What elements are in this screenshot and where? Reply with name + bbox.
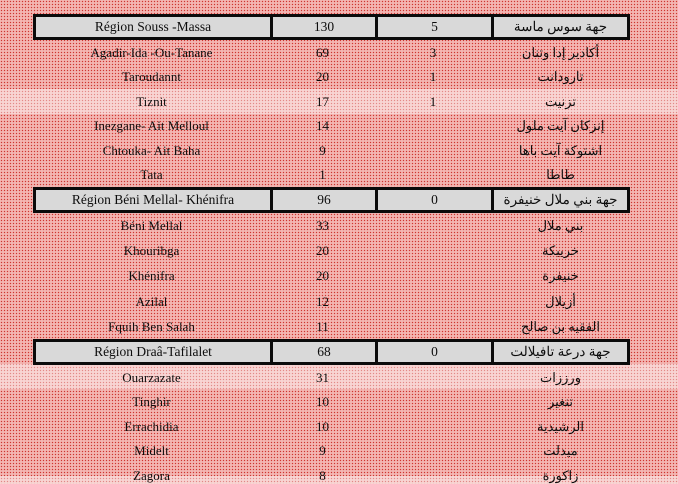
count-secondary <box>375 114 491 139</box>
count-primary: 130 <box>270 17 375 37</box>
count-secondary <box>375 389 491 414</box>
count-primary: 11 <box>316 318 329 334</box>
count-secondary <box>375 263 491 288</box>
region-name-ar: طاطا <box>546 167 575 183</box>
table-row <box>33 389 630 414</box>
table-row <box>33 365 630 390</box>
region-name-fr: Région Souss -Massa <box>94 19 212 35</box>
region-name-fr: Ouarzazate <box>122 369 181 385</box>
count-secondary <box>375 238 491 263</box>
region-name-ar: تزنيت <box>544 93 577 109</box>
region-name-fr: Chtouka- Ait Baha <box>102 142 201 158</box>
count-primary: 96 <box>270 190 375 210</box>
region-name-ar: تارودانت <box>537 69 584 85</box>
count-primary: 33 <box>316 218 329 234</box>
region-name-ar: جهة درعة تافيلالت <box>491 342 627 362</box>
count-primary: 9 <box>319 443 326 459</box>
table-row <box>33 263 630 288</box>
count-secondary <box>375 438 491 463</box>
table-row <box>33 289 630 314</box>
count-secondary <box>375 314 491 339</box>
count-primary: 20 <box>316 243 329 259</box>
count-primary: 8 <box>319 467 326 483</box>
count-primary: 12 <box>316 293 329 309</box>
region-name-fr: Errachidia <box>124 418 179 434</box>
table-row <box>33 40 630 65</box>
region-name-fr: Tinghir <box>132 394 171 410</box>
region-name-ar: أكادير إدا وتنان <box>521 44 600 60</box>
region-name-ar: خنيفرة <box>542 268 579 284</box>
region-name-ar: اشتوكة آيت باها <box>518 142 603 158</box>
count-primary: 17 <box>316 93 329 109</box>
count-secondary: 1 <box>429 93 437 109</box>
region-name-fr: Béni Mellal <box>120 218 183 234</box>
region-name-fr: Tiznit <box>136 93 167 109</box>
region-name-ar: بني ملال <box>537 218 584 234</box>
region-name-fr: Fquih Ben Salah <box>108 318 195 334</box>
region-name-ar: خريبكة <box>542 243 579 259</box>
count-primary: 9 <box>319 142 326 158</box>
count-secondary <box>375 289 491 314</box>
region-name-ar: جهة بني ملال خنيفرة <box>491 190 627 210</box>
count-secondary: 1 <box>429 69 437 85</box>
count-secondary <box>375 213 491 238</box>
region-name-ar: الرشيدية <box>537 418 584 434</box>
region-name-ar: زاكورة <box>542 467 579 483</box>
table-row <box>33 65 630 90</box>
region-name-ar: تنغير <box>548 394 573 410</box>
table-row <box>33 114 630 139</box>
region-name-fr: Taroudannt <box>121 69 181 85</box>
count-primary: 31 <box>316 369 329 385</box>
table-row <box>33 138 630 163</box>
count-secondary <box>375 138 491 163</box>
count-primary: 14 <box>316 118 329 134</box>
region-name-ar: الفقيه بن صالح <box>521 318 600 334</box>
count-primary: 20 <box>316 69 329 85</box>
region-name-fr: Midelt <box>134 443 169 459</box>
count-primary: 10 <box>316 418 329 434</box>
count-secondary: 3 <box>429 44 437 60</box>
region-name-fr: Zagora <box>133 467 170 483</box>
table-row <box>33 414 630 439</box>
table-row <box>33 213 630 238</box>
region-name-fr: Région Draâ-Tafilalet <box>94 344 212 360</box>
table-row <box>33 463 630 484</box>
count-secondary <box>375 163 491 188</box>
table-row <box>33 438 630 463</box>
table-row <box>33 238 630 263</box>
region-name-ar: أزيلال <box>545 293 576 309</box>
count-secondary: 0 <box>375 190 491 210</box>
count-secondary: 5 <box>375 17 491 37</box>
region-name-fr: Tata <box>140 167 163 183</box>
table-row <box>33 314 630 339</box>
count-primary: 69 <box>316 44 329 60</box>
count-secondary: 0 <box>375 342 491 362</box>
region-name-fr: Khénifra <box>128 268 175 284</box>
region-name-ar: ميدلت <box>543 443 578 459</box>
region-header-row <box>33 339 630 365</box>
region-name-fr: Agadir-Ida -Ou-Tanane <box>90 44 213 60</box>
region-name-fr: Khouribga <box>123 243 180 259</box>
region-name-ar: ورززات <box>540 369 581 385</box>
region-name-fr: Région Béni Mellal- Khénifra <box>71 192 235 208</box>
region-name-ar: إنزكان آيت ملول <box>516 118 605 134</box>
region-statistics-table <box>33 14 630 484</box>
count-primary: 20 <box>316 268 329 284</box>
region-name-fr: Azilal <box>135 293 168 309</box>
table-row <box>33 163 630 188</box>
region-name-fr: Inezgane- Ait Melloul <box>94 118 209 134</box>
count-secondary <box>375 365 491 390</box>
count-secondary <box>375 463 491 484</box>
table-row <box>33 89 630 114</box>
region-name-ar: جهة سوس ماسة <box>491 17 627 37</box>
count-primary: 68 <box>270 342 375 362</box>
region-header-row <box>33 14 630 40</box>
count-primary: 10 <box>316 394 329 410</box>
region-header-row <box>33 187 630 213</box>
count-secondary <box>375 414 491 439</box>
count-primary: 1 <box>319 167 326 183</box>
